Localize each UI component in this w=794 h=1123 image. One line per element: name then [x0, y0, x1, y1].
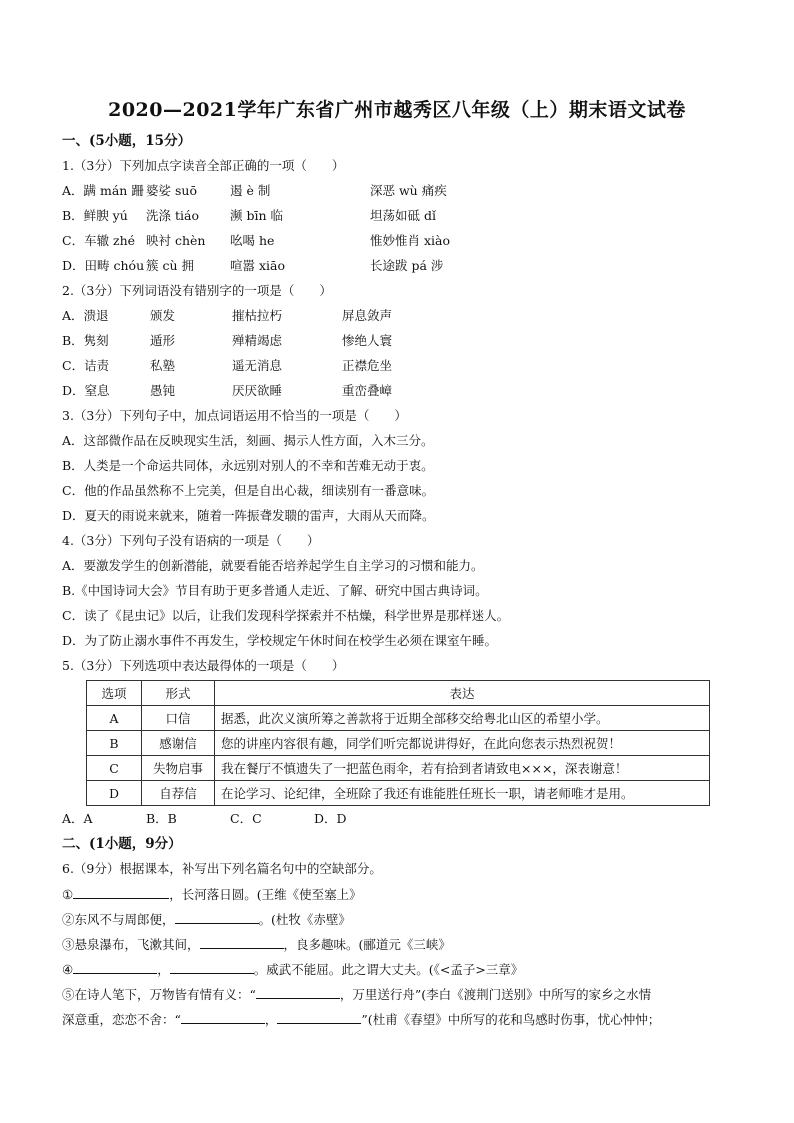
q2-b-word-2: 遁形	[150, 333, 176, 348]
q1-b-word-2: 洗涤 tiáo	[146, 208, 199, 223]
q3-option-b: B．人类是一个命运共同体，永远别对别人的不幸和苦难无动于衷。	[62, 458, 434, 473]
q1-c-word-2: 映衬 chèn	[146, 233, 206, 248]
row-form: 口信	[142, 706, 215, 731]
q2-b-word-3: 殚精竭虑	[232, 333, 283, 348]
q2-b-word-4: 惨绝人寰	[342, 333, 393, 348]
header-form: 形式	[142, 681, 215, 706]
q2-c-word-1: C．诘责	[62, 358, 110, 373]
blank-field[interactable]	[200, 936, 284, 949]
q1-a-word-3: 遏 è 制	[230, 183, 271, 198]
q6-stem: 6.（9分）根据课本，补写出下列名篇名句中的空缺部分。	[62, 861, 382, 876]
row-option: A	[87, 706, 142, 731]
q3-option-d: D．夏天的雨说来就来，随着一阵振聋发聩的雷声，大雨从天而降。	[62, 508, 435, 523]
q4-option-b: B.《中国诗词大会》节目有助于更多普通人走近、了解、研究中国古典诗词。	[62, 583, 488, 598]
q1-d-word-3: 喧嚣 xiāo	[230, 258, 285, 273]
q2-d-word-4: 重峦叠嶂	[342, 383, 393, 398]
q2-d-word-3: 厌厌欲睡	[232, 383, 283, 398]
table-row	[87, 731, 710, 756]
q1-b-word-4: 坦荡如砥 dǐ	[370, 208, 436, 223]
q1-a-word-4: 深恶 wù 痛疾	[370, 183, 447, 198]
q2-c-word-2: 私塾	[150, 358, 176, 373]
row-expression: 我在餐厅不慎遗失了一把蓝色雨伞，若有拾到者请致电×××，深表谢意！	[215, 756, 710, 781]
blank-field[interactable]	[170, 961, 254, 974]
q2-a-word-3: 摧枯拉朽	[232, 308, 283, 323]
header-option: 选项	[87, 681, 142, 706]
q1-c-word-3: 吆喝 he	[230, 233, 275, 248]
q6-item-2-source: 。(杜牧《赤壁》	[258, 912, 351, 927]
exam-title: 2020—2021学年广东省广州市越秀区八年级（上）期末语文试卷	[108, 99, 686, 121]
q6-item-5-source-2: ”(杜甫《春望》中所写的花和鸟感时伤事，忧心忡忡；	[361, 1012, 661, 1027]
table-row	[87, 781, 710, 806]
q1-d-word-2: 簇 cù 拥	[146, 258, 194, 273]
row-form: 失物启事	[142, 756, 215, 781]
q1-stem: 1.（3分）下列加点字读音全部正确的一项（ ）	[62, 158, 345, 173]
row-option: D	[87, 781, 142, 806]
q6-item-1-text: ，长河落日圆。(王维《使至塞上》	[169, 887, 362, 902]
q1-a-word-2: 婆娑 suō	[146, 183, 197, 198]
row-option: B	[87, 731, 142, 756]
q6-item-2-text: ②东风不与周郎便，	[62, 912, 175, 927]
q2-a-word-1: A．溃退	[62, 308, 109, 323]
q6-item-5-text: ⑤在诗人笔下，万物皆有情有义：“	[62, 987, 256, 1002]
q2-a-word-4: 屏息敛声	[342, 308, 393, 323]
row-form: 感谢信	[142, 731, 215, 756]
q2-b-word-1: B．隽刻	[62, 333, 109, 348]
blank-field[interactable]	[256, 986, 340, 999]
table-header-row	[87, 681, 710, 706]
row-expression: 在论学习、论纪律，全班除了我还有谁能胜任班长一职，请老师唯才是用。	[215, 781, 710, 806]
q2-d-word-1: D．窒息	[62, 383, 110, 398]
q1-c-word-4: 惟妙惟肖 xiào	[370, 233, 450, 248]
blank-field[interactable]	[181, 1011, 265, 1024]
q6-item-5-text-2: 深意重，恋恋不舍：“	[62, 1012, 181, 1027]
row-expression: 您的讲座内容很有趣，同学们听完都说讲得好，在此向您表示热烈祝贺！	[215, 731, 710, 756]
q6-item-5-source: ，万里送行舟”(李白《渡荆门送别》中所写的家乡之水情	[339, 987, 652, 1002]
q6-item-3-text: ③悬泉瀑布，飞漱其间，	[62, 937, 200, 952]
q5-answer-b: B．B	[146, 811, 177, 826]
q6-item-2	[62, 911, 351, 928]
row-option: C	[87, 756, 142, 781]
q1-c-word-1: C．车辙 zhé	[62, 233, 136, 248]
blank-field[interactable]	[175, 911, 259, 924]
q6-item-5-line-1	[62, 986, 651, 1003]
q6-item-3-source: ，良多趣味。(郦道元《三峡》	[283, 937, 451, 952]
row-expression: 据悉，此次义演所筹之善款将于近期全部移交给粤北山区的希望小学。	[215, 706, 710, 731]
q6-item-1-prefix: ①	[62, 887, 74, 902]
q1-d-word-1: D．田畴 chóu	[62, 258, 145, 273]
header-expression: 表达	[215, 681, 710, 706]
q2-a-word-2: 颁发	[150, 308, 176, 323]
q2-d-word-2: 愚钝	[150, 383, 176, 398]
q4-option-d: D．为了防止溺水事件不再发生，学校规定午休时间在校学生必须在课室午睡。	[62, 633, 498, 648]
blank-field[interactable]	[277, 1011, 361, 1024]
q3-stem: 3.（3分）下列句子中，加点词语运用不恰当的一项是（ ）	[62, 408, 407, 423]
table-row	[87, 756, 710, 781]
q6-item-5-line-2	[62, 1011, 660, 1028]
q5-answer-a: A．A	[62, 811, 93, 826]
q2-c-word-3: 遥无消息	[232, 358, 283, 373]
blank-field[interactable]	[73, 961, 157, 974]
q6-item-5-comma: ，	[264, 1012, 278, 1027]
q1-a-word-1: A．蹒 mán 跚	[62, 183, 144, 198]
q4-option-a: A．要激发学生的创新潜能，就要看能否培养起学生自主学习的习惯和能力。	[62, 558, 484, 573]
q6-item-4	[62, 961, 523, 978]
row-form: 自荐信	[142, 781, 215, 806]
q3-option-a: A．这部微作品在反映现实生活，刻画、揭示人性方面，入木三分。	[62, 433, 434, 448]
q2-c-word-4: 正襟危坐	[342, 358, 393, 373]
q4-stem: 4.（3分）下列句子没有语病的一项是（ ）	[62, 533, 320, 548]
q5-stem: 5.（3分）下列选项中表达最得体的一项是（ ）	[62, 658, 345, 673]
q1-b-word-1: B．鲜腴 yú	[62, 208, 128, 223]
q6-item-4-comma: ，	[157, 962, 170, 977]
q3-option-c: C．他的作品虽然称不上完美，但是自出心裁，细读别有一番意味。	[62, 483, 435, 498]
q5-answer-d: D．D	[314, 811, 347, 826]
blank-field[interactable]	[73, 886, 169, 899]
q6-item-4-text: 。威武不能屈。此之谓大丈夫。(《<孟子>三章》	[253, 962, 524, 977]
q6-item-3	[62, 936, 451, 953]
q6-item-4-prefix: ④	[62, 962, 74, 977]
section-1-heading: 一、(5小题，15分）	[62, 133, 192, 149]
q5-options-table	[86, 680, 710, 806]
q6-item-1	[62, 886, 362, 903]
section-2-heading: 二、(1小题，9分）	[62, 836, 182, 852]
q1-d-word-4: 长途跋 pá 涉	[370, 258, 444, 273]
q5-answer-c: C．C	[230, 811, 262, 826]
q4-option-c: C．读了《昆虫记》以后，让我们发现科学探索并不枯燥，科学世界是那样迷人。	[62, 608, 510, 623]
q2-stem: 2.（3分）下列词语没有错别字的一项是（ ）	[62, 283, 332, 298]
q1-b-word-3: 濒 bīn 临	[230, 208, 283, 223]
table-row	[87, 706, 710, 731]
